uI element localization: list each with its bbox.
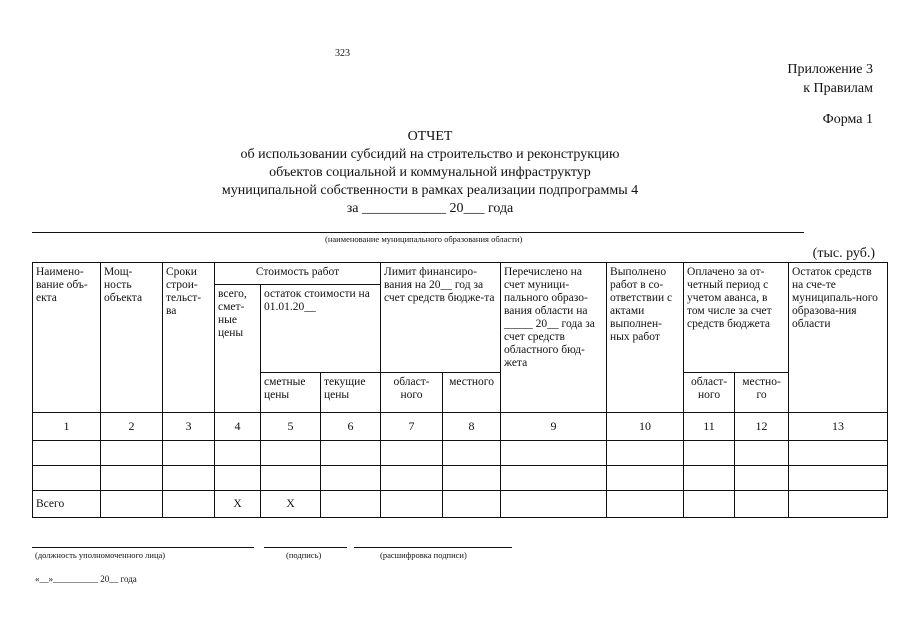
date-line: «__»__________ 20__ года: [35, 574, 137, 584]
municipality-caption: (наименование муниципального образования области): [325, 234, 523, 244]
table-cell: [163, 466, 215, 491]
table-cell: [101, 441, 163, 466]
report-subtitle-3: муниципальной собственности в рамках реализации подпрограммы 4: [221, 183, 639, 198]
table-cell: [443, 491, 501, 518]
table-cell: [101, 491, 163, 518]
table-cell: [789, 441, 888, 466]
column-number: 5: [261, 413, 321, 441]
table-cell: [789, 491, 888, 518]
decode-line: [354, 547, 512, 548]
table-cell: [321, 441, 381, 466]
header-cost-current: текущие цены: [321, 373, 381, 413]
header-name: Наимено-вание объ-екта: [33, 263, 101, 413]
total-label: Всего: [33, 491, 101, 518]
column-number: 13: [789, 413, 888, 441]
table-cell: [607, 441, 684, 466]
header-capacity: Мощ-ность объекта: [101, 263, 163, 413]
table-cell: [607, 466, 684, 491]
table-cell: [33, 441, 101, 466]
table-cell: [501, 491, 607, 518]
header-terms: Сроки строи-тельст-ва: [163, 263, 215, 413]
table-cell: [684, 441, 735, 466]
column-number: 2: [101, 413, 163, 441]
column-number: 11: [684, 413, 735, 441]
column-number: 12: [735, 413, 789, 441]
header-cost-remaining: остаток стоимости на 01.01.20__: [261, 285, 381, 373]
table-cell: [381, 491, 443, 518]
table-cell: [607, 491, 684, 518]
table-row: [33, 441, 888, 466]
signature-line: [264, 547, 347, 548]
form-label: Форма 1: [822, 112, 873, 127]
header-cost-total: всего, смет-ные цены: [215, 285, 261, 413]
position-line: [32, 547, 254, 548]
column-number: 1: [33, 413, 101, 441]
table-cell: [163, 491, 215, 518]
table-cell: [684, 491, 735, 518]
column-number: 8: [443, 413, 501, 441]
header-limit: Лимит финансиро-вания на 20__ год за счет средств бюдже-та: [381, 263, 501, 373]
appendix-line1: Приложение 3: [787, 62, 873, 77]
table-cell: [684, 466, 735, 491]
column-number: 4: [215, 413, 261, 441]
report-period: за ____________ 20___ года: [346, 201, 514, 216]
report-title: ОТЧЕТ: [407, 129, 453, 144]
total-x-mark: X: [215, 491, 261, 518]
table-cell: [321, 466, 381, 491]
total-x-mark: X: [261, 491, 321, 518]
appendix-label: [787, 60, 873, 98]
header-cost: Стоимость работ: [215, 263, 381, 285]
table-row: [33, 466, 888, 491]
table-cell: [381, 441, 443, 466]
header-transferred: Перечислено на счет муници-пального образо-вания области на _____ 20__ года за счет средств областного бюд-жета: [501, 263, 607, 413]
column-number: 7: [381, 413, 443, 441]
position-caption: (должность уполномоченного лица): [35, 550, 166, 560]
column-number: 6: [321, 413, 381, 441]
table-cell: [101, 466, 163, 491]
decode-caption: (расшифровка подписи): [380, 550, 467, 560]
header-completed: Выполнено работ в со-ответствии с актами выполнен-ных работ: [607, 263, 684, 413]
column-number: 9: [501, 413, 607, 441]
table-cell: [261, 441, 321, 466]
header-limit-regional: област-ного: [381, 373, 443, 413]
total-row: [33, 491, 888, 518]
appendix-line2: к Правилам: [803, 81, 873, 96]
header-limit-local: местного: [443, 373, 501, 413]
page-number: 323: [335, 48, 350, 59]
table-cell: [443, 466, 501, 491]
table-cell: [501, 466, 607, 491]
signature-caption: (подпись): [286, 550, 322, 560]
table-cell: [443, 441, 501, 466]
header-paid-regional: област-ного: [684, 373, 735, 413]
table-cell: [735, 441, 789, 466]
header-paid: Оплачено за от-четный период с учетом аванса, в том числе за счет средств бюджета: [684, 263, 789, 373]
table-cell: [735, 466, 789, 491]
header-paid-local: местно-го: [735, 373, 789, 413]
units-label: (тыс. руб.): [812, 246, 875, 261]
table-cell: [501, 441, 607, 466]
table-cell: [261, 466, 321, 491]
table-cell: [215, 441, 261, 466]
column-number: 10: [607, 413, 684, 441]
report-subtitle-2: объектов социальной и коммунальной инфраструктур: [269, 165, 591, 180]
table-cell: [789, 466, 888, 491]
table-cell: [735, 491, 789, 518]
table-cell: [33, 466, 101, 491]
header-balance: Остаток средств на сче-те муниципаль-ного образова-ния области: [789, 263, 888, 413]
table-cell: [321, 491, 381, 518]
table-cell: [381, 466, 443, 491]
report-table: [32, 262, 888, 518]
column-number: 3: [163, 413, 215, 441]
report-subtitle-1: об использовании субсидий на строительство и реконструкцию: [240, 147, 620, 162]
municipality-line: [32, 232, 804, 233]
table-cell: [163, 441, 215, 466]
header-cost-estimate: сметные цены: [261, 373, 321, 413]
table-cell: [215, 466, 261, 491]
